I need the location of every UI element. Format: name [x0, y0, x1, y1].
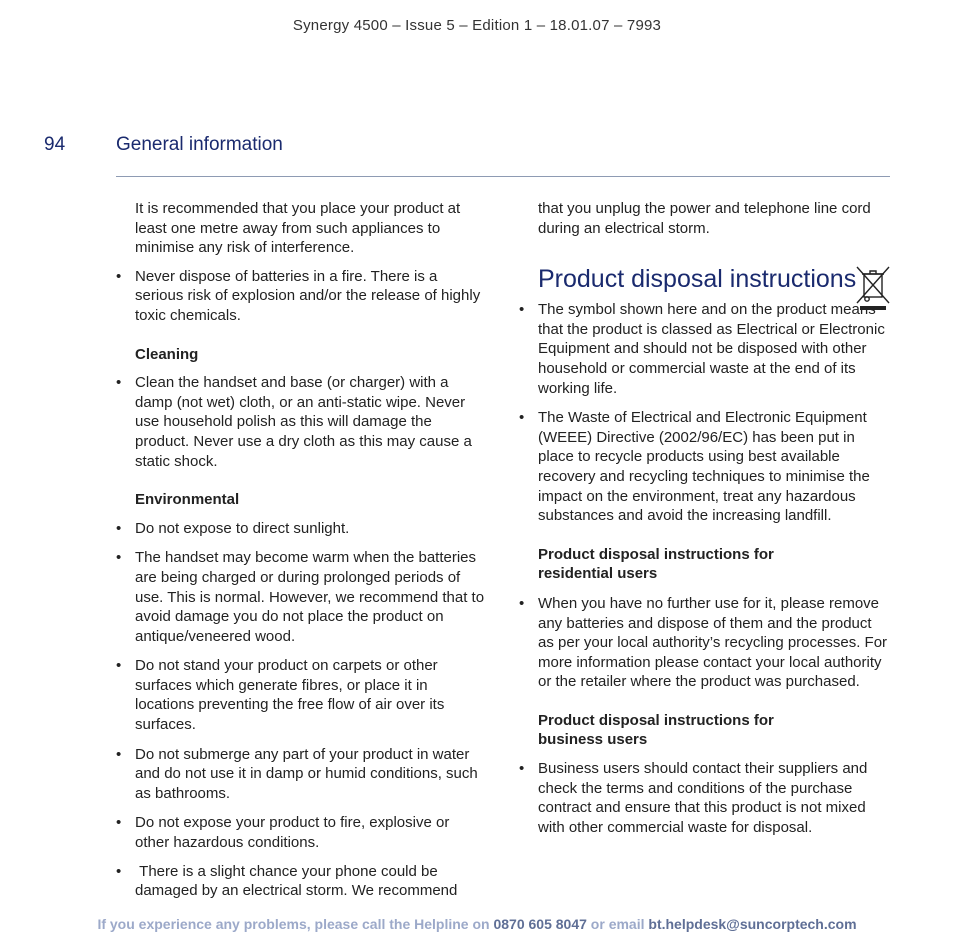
disposal-heading: [519, 264, 891, 294]
residential-heading-line2: residential users: [538, 565, 658, 583]
business-bullet: • Business users should contact their suppliers and check the terms and conditions of the purchase contract and ensure that this product is not mixed with other commercial waste for disposal.: [519, 759, 891, 837]
right-column: [519, 199, 891, 837]
batteries-bullet: • Never dispose of batteries in a fire. There is a serious risk of explosion and/or the release of highly toxic chemicals.: [116, 267, 486, 326]
intro-paragraph: It is recommended that you place your product at least one metre away from such appliances to minimise any risk of interference.: [135, 200, 461, 257]
helpline-footer: [0, 916, 954, 932]
continuation-paragraph: that you unplug the power and telephone line cord during an electrical storm.: [538, 200, 871, 237]
residential-heading: [519, 545, 891, 584]
left-column: [116, 199, 486, 901]
env-bullet-fire: • Do not expose your product to fire, explosive or other hazardous conditions.: [116, 813, 486, 852]
residential-heading-line1: Product disposal instructions for: [538, 545, 774, 563]
cleaning-heading: Cleaning: [135, 345, 199, 363]
footer-text-prefix: If you experience any problems, please call the Helpline on: [97, 916, 494, 932]
env-bullet-carpets: • Do not stand your product on carpets or other surfaces which generate fibres, or place it in locations preventing the free flow of air over its surfaces.: [116, 656, 486, 734]
disposal-bullet-weee: • The Waste of Electrical and Electronic Equipment (WEEE) Directive (2002/96/EC) has been put in place to recycle products using best available recovery and recycling techniques to minimise the impact on the environment, treat any hazardous substances and avoid the increasing landfill.: [519, 408, 891, 526]
section-title: General information: [116, 134, 283, 155]
business-heading: [519, 711, 891, 750]
page-number: 94: [44, 134, 66, 155]
environmental-heading: Environmental: [135, 491, 240, 509]
helpline-phone: 0870 605 8047: [493, 916, 587, 932]
business-heading-line2: business users: [538, 731, 648, 749]
header-divider: [116, 176, 890, 177]
disposal-bullet-symbol: • The symbol shown here and on the product means that the product is classed as Electrical or Electronic Equipment and should not be disposed with other household or commercial waste at the end of its working life.: [519, 300, 891, 398]
disposal-heading-text: Product disposal instructions: [538, 265, 857, 294]
business-heading-line1: Product disposal instructions for: [538, 711, 774, 729]
env-bullet-storm: • There is a slight chance your phone could be damaged by an electrical storm. We recommend: [116, 862, 486, 901]
cleaning-bullet: • Clean the handset and base (or charger) with a damp (not wet) cloth, or an anti-static wipe. Never use household polish as this will damage the product. Never use a dry cloth as this may cause a static shock.: [116, 373, 486, 471]
env-bullet-submerge: • Do not submerge any part of your product in water and do not use it in damp or humid conditions, such as bathrooms.: [116, 745, 486, 804]
residential-bullet: • When you have no further use for it, please remove any batteries and dispose of them and the product as per your local authority’s recycling processes. For more information please contact your local authority or the retailer where the product was purchased.: [519, 594, 891, 692]
env-bullet-warm: • The handset may become warm when the batteries are being charged or during prolonged periods of use. This is normal. However, we recommend that to avoid damage you do not place the product on antique/veneered wood.: [116, 548, 486, 646]
helpdesk-email-link[interactable]: bt.helpdesk@suncorptech.com: [648, 916, 857, 932]
footer-text-middle: or email: [586, 916, 649, 932]
document-header: Synergy 4500 – Issue 5 – Edition 1 – 18.01.07 – 7993: [292, 17, 662, 34]
env-bullet-sunlight: • Do not expose to direct sunlight.: [116, 519, 486, 539]
